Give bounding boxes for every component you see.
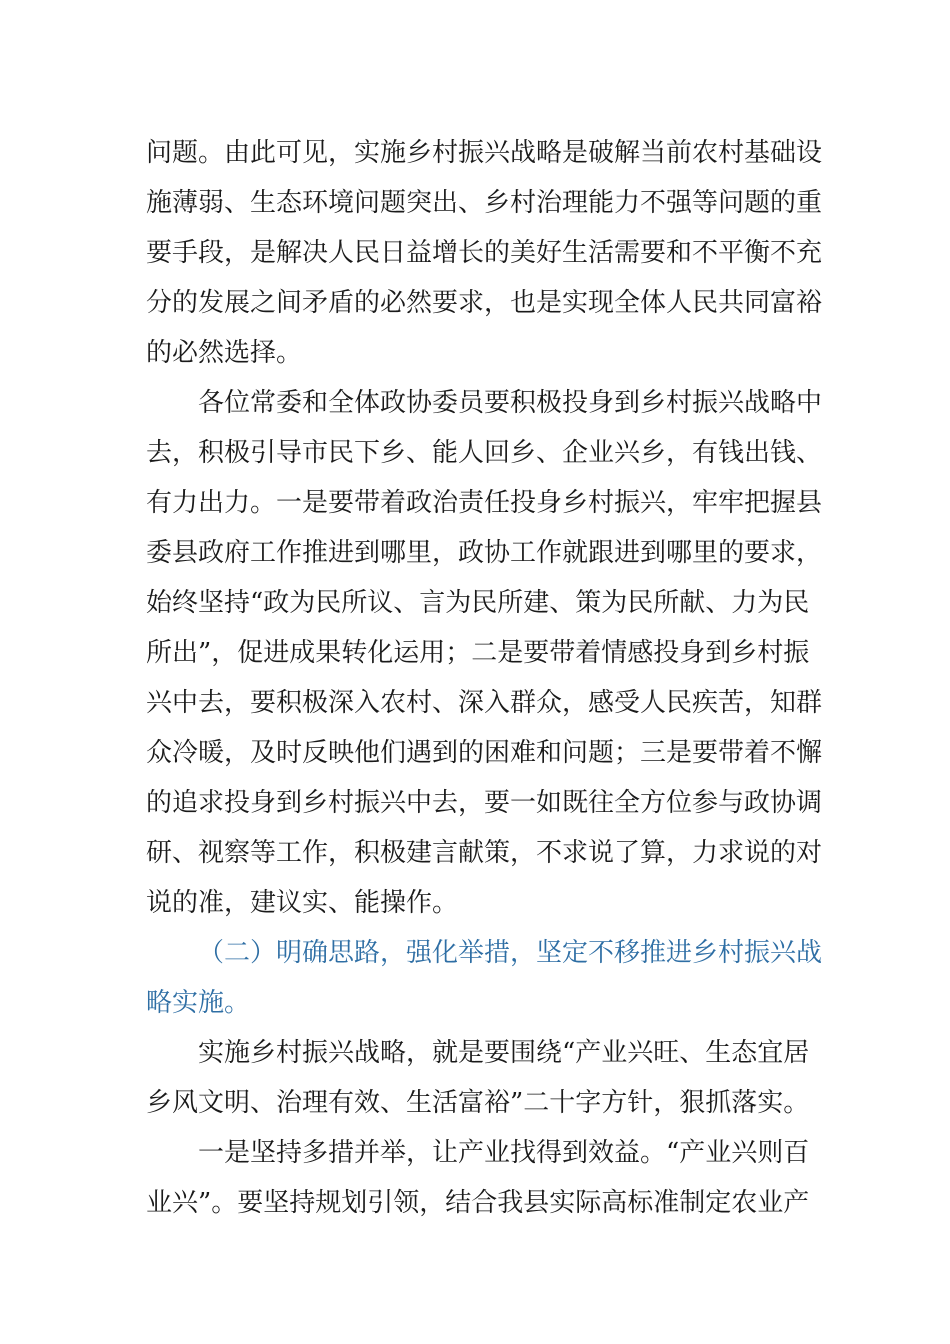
paragraph-4-line-2: 业兴”。要坚持规划引领，结合我县实际高标准制定农业产 <box>146 1188 810 1218</box>
paragraph-3-line-1: 实施乡村振兴战略，就是要围绕“产业兴旺、生态宜居 <box>198 1038 810 1068</box>
paragraph-2-line-3: 有力出力。一是要带着政治责任投身乡村振兴，牢牢把握县 <box>146 488 823 518</box>
paragraph-2-line-10: 研、视察等工作，积极建言献策，不求说了算，力求说的对 <box>146 838 823 868</box>
paragraph-1-line-5: 的必然选择。 <box>146 338 303 368</box>
paragraph-2-line-5: 始终坚持“政为民所议、言为民所建、策为民所献、力为民 <box>146 588 810 618</box>
paragraph-1-line-2: 施薄弱、生态环境问题突出、乡村治理能力不强等问题的重 <box>146 188 823 218</box>
paragraph-2-line-6: 所出”，促进成果转化运用；二是要带着情感投身到乡村振 <box>146 638 810 668</box>
section-heading-line-2: 略实施。 <box>146 988 251 1018</box>
paragraph-1-line-1: 问题。由此可见，实施乡村振兴战略是破解当前农村基础设 <box>146 138 823 168</box>
paragraph-4-line-1: 一是坚持多措并举，让产业找得到效益。“产业兴则百 <box>198 1138 810 1168</box>
paragraph-1-line-4: 分的发展之间矛盾的必然要求，也是实现全体人民共同富裕 <box>146 288 823 318</box>
paragraph-2-line-2: 去，积极引导市民下乡、能人回乡、企业兴乡，有钱出钱、 <box>146 438 823 468</box>
paragraph-2-line-9: 的追求投身到乡村振兴中去，要一如既往全方位参与政协调 <box>146 788 823 818</box>
paragraph-2-line-11: 说的准，建议实、能操作。 <box>146 888 459 918</box>
paragraph-1-line-3: 要手段，是解决人民日益增长的美好生活需要和不平衡不充 <box>146 238 823 268</box>
paragraph-2-line-8: 众冷暖，及时反映他们遇到的困难和问题；三是要带着不懈 <box>146 738 823 768</box>
paragraph-2-line-4: 委县政府工作推进到哪里，政协工作就跟进到哪里的要求， <box>146 538 823 568</box>
paragraph-2-line-1: 各位常委和全体政协委员要积极投身到乡村振兴战略中 <box>198 388 823 418</box>
section-heading-line-1: （二）明确思路，强化举措，坚定不移推进乡村振兴战 <box>198 938 823 968</box>
paragraph-3-line-2: 乡风文明、治理有效、生活富裕”二十字方针，狠抓落实。 <box>146 1088 810 1118</box>
paragraph-2-line-7: 兴中去，要积极深入农村、深入群众，感受人民疾苦，知群 <box>146 688 823 718</box>
